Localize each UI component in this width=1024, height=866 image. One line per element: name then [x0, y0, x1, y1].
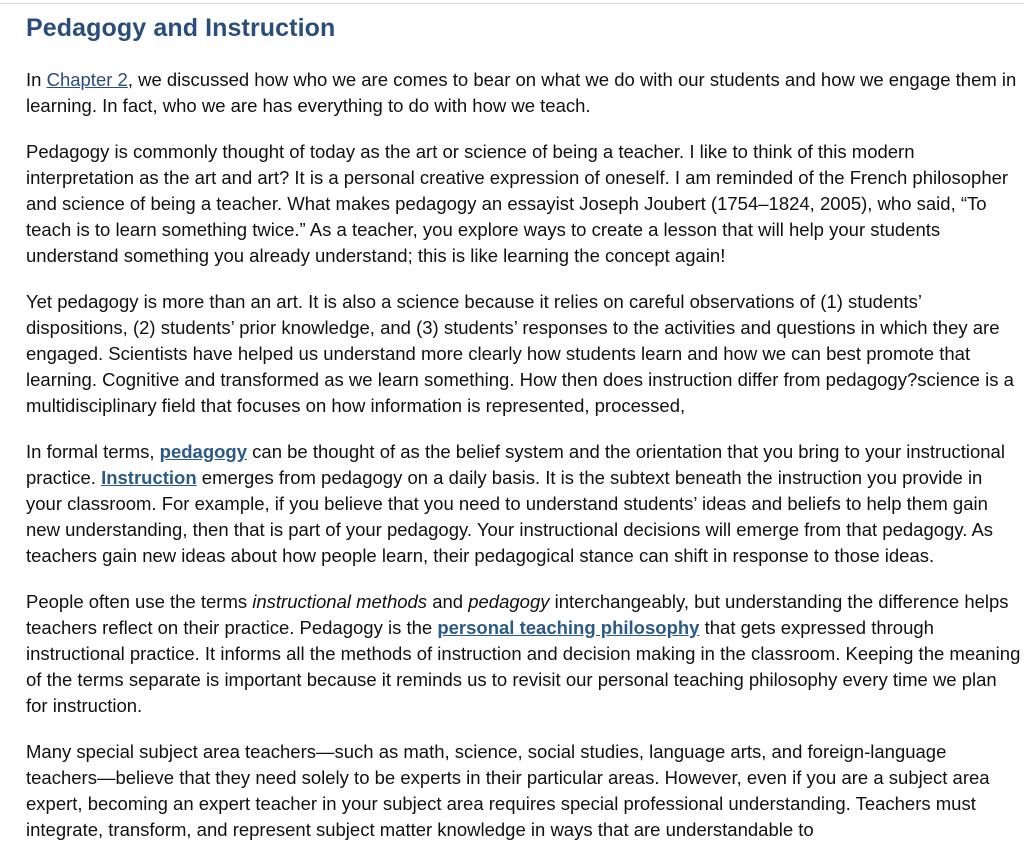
paragraph-5-text-1: People often use the terms [26, 591, 253, 612]
glossary-link-personal-teaching-philosophy[interactable]: personal teaching philosophy [437, 617, 700, 638]
term-instructional-methods: instructional methods [252, 591, 428, 612]
section-heading: Pedagogy and Instruction [26, 14, 336, 42]
paragraph-1-text-end: , we discussed how who we are comes to bear on what we do with our students and how we engage them in learning. In fact, who we are has everything to do with how we teach. [26, 69, 1017, 116]
glossary-link-pedagogy[interactable]: pedagogy [159, 441, 248, 462]
paragraph-2: Pedagogy is commonly thought of today as the art or science of being a teacher. I like to think of this modern interpretation as the art and art? It is a personal creative expression of oneself. I am reminded of the French philosopher and science of being a teacher. What makes pedagogy an essayist Joseph Joubert (1754–1824, 2005), who said, “To teach is to learn something twice.” As a teacher, you explore ways to create a lesson that will help your students understand something you already understand; this is like learning the concept again! [26, 141, 1009, 266]
paragraph-5-text-4: that gets expressed through instructional practice. It informs all the methods of instruction and decision making in the classroom. Keeping the meaning of the terms separate is important because it reminds us to revisit our personal teaching philosophy every time we plan for instruction. [26, 617, 1021, 716]
glossary-link-instruction[interactable]: Instruction [101, 467, 197, 488]
paragraph-1 [26, 67, 1022, 119]
paragraph-5 [26, 589, 1022, 719]
paragraph-4-text-3: emerges from pedagogy on a daily basis. It is the subtext beneath the instruction you provide in your classroom. For example, if you believe that you need to understand students’ ideas and beliefs to help them gain new understanding, then that is part of your pedagogy. Your instructional decisions will emerge from that pedagogy. As teachers gain new ideas about how people learn, their pedagogical stance can shift in response to those ideas. [26, 467, 994, 566]
chapter-2-link[interactable]: Chapter 2 [46, 69, 128, 90]
paragraph-4 [26, 439, 1022, 569]
term-pedagogy-italic: pedagogy [468, 591, 550, 612]
paragraph-6: Many special subject area teachers—such as math, science, social studies, language arts, and foreign-language teachers—believe that they need solely to be experts in their particular areas. However, even if you are a subject area expert, becoming an expert teacher in your subject area requires special professional understanding. Teachers must integrate, transform, and represent subject matter knowledge in ways that are understandable to [26, 741, 990, 840]
article-body [26, 8, 1022, 843]
top-divider [0, 3, 1024, 4]
paragraph-5-text-2: and [427, 591, 469, 612]
paragraph-1-text-start: In [26, 69, 47, 90]
paragraph-4-text-1: In formal terms, [26, 441, 160, 462]
paragraph-4-text-2: can be thought of as the belief system and the orientation that you bring to your instructional practice. [26, 441, 1005, 488]
paragraph-3: Yet pedagogy is more than an art. It is also a science because it relies on careful observations of (1) students’ dispositions, (2) students’ prior knowledge, and (3) students’ responses to the activities and questions in which they are engaged. Scientists have helped us understand more clearly how students learn and how we can best promote that learning. Cognitive and transformed as we learn something. How then does instruction differ from pedagogy?science is a multidisciplinary field that focuses on how information is represented, processed, [26, 291, 1014, 416]
paragraph-5-text-3: interchangeably, but understanding the difference helps teachers reflect on their practice. Pedagogy is the [26, 591, 1009, 638]
